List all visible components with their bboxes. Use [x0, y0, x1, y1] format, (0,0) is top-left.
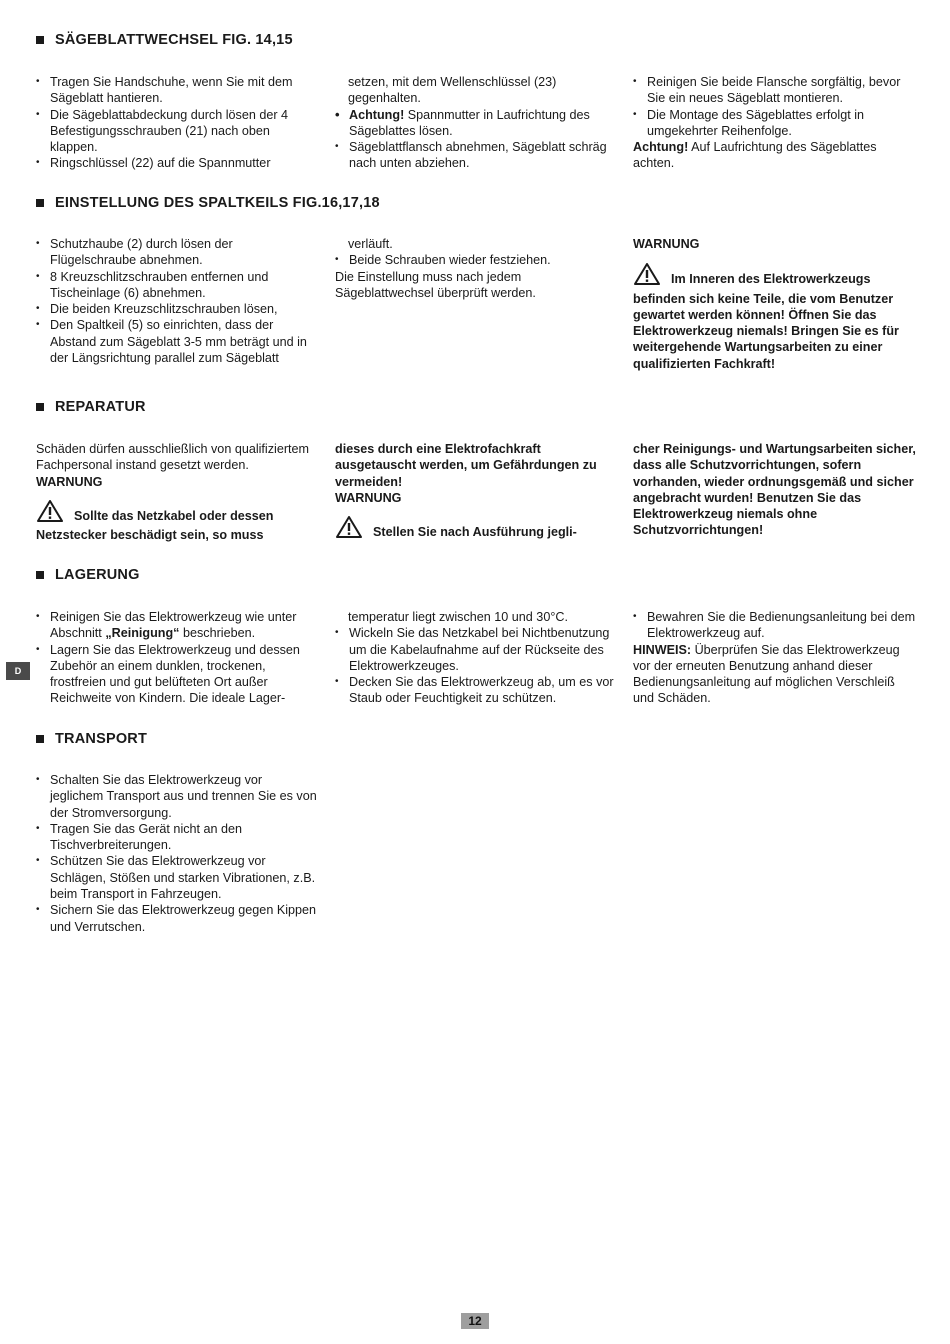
hinweis-label: HINWEIS: [633, 642, 692, 657]
spaltkeil-col2 [335, 236, 617, 301]
warnung-label: WARNUNG [335, 490, 402, 505]
text-segment: beschrieben. [179, 626, 256, 641]
list-item [36, 609, 318, 642]
list-item [335, 107, 617, 140]
reparatur-col3 [633, 441, 917, 539]
square-bullet-icon [36, 199, 44, 207]
list-item: • Lagern Sie das Elektrowerkzeug und dessen Zubehör an einem dunklen, trockenen, frostfreien und gut belüfteten Ort außer Reichweite von Kindern. Die ideale Lager- [36, 642, 318, 707]
list-item: • 8 Kreuzschlitzschrauben entfernen und Tischeinlage (6) abnehmen. [36, 269, 318, 302]
warning-body: Stellen Sie nach Ausführung jegli- [373, 525, 577, 540]
saegeblatt-col1 [36, 74, 318, 172]
achtung-label: Achtung! [633, 140, 689, 155]
square-bullet-icon [36, 735, 44, 743]
continued-text: verläuft. [348, 237, 393, 251]
warnung-label: WARNUNG [633, 237, 700, 251]
language-tab: D [6, 662, 30, 680]
section-heading-reparatur [36, 399, 146, 415]
spaltkeil-col1 [36, 236, 318, 366]
list-item: • Sägeblattflansch abnehmen, Sägeblatt schräg nach unten abziehen. [335, 139, 617, 172]
saegeblatt-col2 [335, 74, 617, 172]
list-item: • Wickeln Sie das Netzkabel bei Nichtbenutzung um die Kabelaufnahme auf der Rückseite des Elektrowerkzeuges. [335, 625, 617, 674]
section-heading-lagerung [36, 567, 140, 583]
list-item: • Reinigen Sie beide Flansche sorgfältig, bevor Sie ein neues Sägeblatt montieren. [633, 74, 917, 107]
page-number: 12 [461, 1313, 489, 1329]
heading-text: LAGERUNG [55, 567, 140, 583]
list-item: • Schalten Sie das Elektrowerkzeug vor jeglichem Transport aus und trennen Sie es von der Stromversorgung. [36, 772, 318, 821]
square-bullet-icon [36, 571, 44, 579]
warning-text [335, 515, 617, 543]
list-item: • Schutzhaube (2) durch lösen der Flügelschraube abnehmen. [36, 236, 318, 269]
continued-text: setzen, mit dem Wellenschlüssel (23) gegenhalten. [348, 75, 557, 106]
warning-triangle-icon [36, 499, 64, 527]
heading-text: EINSTELLUNG DES SPALTKEILS FIG.16,17,18 [55, 195, 380, 211]
achtung-text: Auf Laufrichtung des Sägeblattes achten. [633, 140, 877, 171]
text-segment: Reinigen Sie das Elektrowerkzeug wie unter Abschnitt [50, 610, 297, 641]
list-item: • Beide Schrauben wieder festziehen. [335, 252, 617, 268]
square-bullet-icon [36, 36, 44, 44]
achtung-note [633, 139, 917, 172]
continued-text: temperatur liegt zwischen 10 und 30°C. [348, 610, 568, 624]
lagerung-col3 [633, 609, 917, 707]
list-item: • Schützen Sie das Elektrowerkzeug vor Schlägen, Stößen und starken Vibrationen, z.B. beim Transport in Fahrzeugen. [36, 853, 318, 902]
section-heading-saegeblattwechsel [36, 32, 293, 48]
list-item: • Bewahren Sie die Bedienungsanleitung bei dem Elektrowerkzeug auf. [633, 609, 917, 642]
list-item: • Die beiden Kreuzschlitzschrauben lösen, [36, 301, 318, 317]
paragraph: Schäden dürfen ausschließlich von qualifiziertem Fachpersonal instand gesetzt werden. [36, 442, 310, 473]
warnung-label: WARNUNG [36, 474, 103, 489]
heading-text: SÄGEBLATTWECHSEL FIG. 14,15 [55, 32, 293, 48]
reinigung-ref: „Reinigung“ [105, 626, 180, 641]
reparatur-col1 [36, 441, 318, 543]
lagerung-col2 [335, 609, 617, 707]
continued-text: cher Reinigungs- und Wartungsarbeiten sicher, dass alle Schutzvorrichtungen, sofern vorhanden, wieder ordnungsgemäß und sicher angebracht wurden! Benutzen Sie das Elektrowerkzeug niemals ohne Schutzvorrichtungen! [633, 442, 916, 538]
list-item: • Sichern Sie das Elektrowerkzeug gegen Kippen und Verrutschen. [36, 902, 318, 935]
heading-text: TRANSPORT [55, 731, 148, 747]
list-item: • Den Spaltkeil (5) so einrichten, dass der Abstand zum Sägeblatt 3-5 mm beträgt und in der Längsrichtung parallel zum Sägeblatt [36, 317, 318, 366]
hinweis-note [633, 642, 917, 707]
list-item: • Die Montage des Sägeblattes erfolgt in umgekehrter Reihenfolge. [633, 107, 917, 140]
list-item: • Tragen Sie Handschuhe, wenn Sie mit dem Sägeblatt hantieren. [36, 74, 318, 107]
list-item: • Tragen Sie das Gerät nicht an den Tischverbreiterungen. [36, 821, 318, 854]
section-heading-transport [36, 731, 147, 747]
square-bullet-icon [36, 403, 44, 411]
achtung-text: Spannmutter in Laufrichtung des Sägeblattes lösen. [349, 107, 590, 138]
spaltkeil-col3 [633, 236, 917, 372]
transport-col1 [36, 772, 318, 935]
warning-text [36, 499, 318, 544]
list-item: • Ringschlüssel (22) auf die Spannmutter [36, 155, 318, 171]
achtung-label: Achtung! [349, 107, 405, 122]
section-heading-spaltkeil [36, 195, 380, 211]
warning-text [633, 262, 917, 372]
heading-text: REPARATUR [55, 399, 146, 415]
reparatur-col2 [335, 441, 617, 543]
warning-triangle-icon [335, 515, 363, 543]
paragraph: Die Einstellung muss nach jedem Sägeblattwechsel überprüft werden. [335, 269, 536, 300]
lagerung-col1 [36, 609, 318, 707]
continued-text: dieses durch eine Elektrofachkraft ausgetauscht werden, um Gefährdungen zu vermeiden! [335, 442, 597, 489]
hinweis-text: Überprüfen Sie das Elektrowerkzeug vor der erneuten Benutzung anhand dieser Bedienungsanleitung auf möglichen Verschleiß und Schäden. [633, 642, 900, 706]
saegeblatt-col3 [633, 74, 917, 172]
warning-triangle-icon [633, 262, 661, 290]
list-item: • Die Sägeblattabdeckung durch lösen der 4 Befestigungsschrauben (21) nach oben klappen. [36, 107, 318, 156]
warning-body: Sollte das Netzkabel oder dessen Netzstecker beschädigt sein, so muss [36, 508, 274, 543]
list-item: • Decken Sie das Elektrowerkzeug ab, um es vor Staub oder Feuchtigkeit zu schützen. [335, 674, 617, 707]
warning-body: Im Inneren des Elektrowerkzeugs befinden sich keine Teile, die vom Benutzer gewartet werden können! Öffnen Sie das Elektrowerkzeug niemals! Bringen Sie es für weitergehende Wartungsarbeiten zu einer qualifizierten Fachkraft! [633, 272, 899, 371]
